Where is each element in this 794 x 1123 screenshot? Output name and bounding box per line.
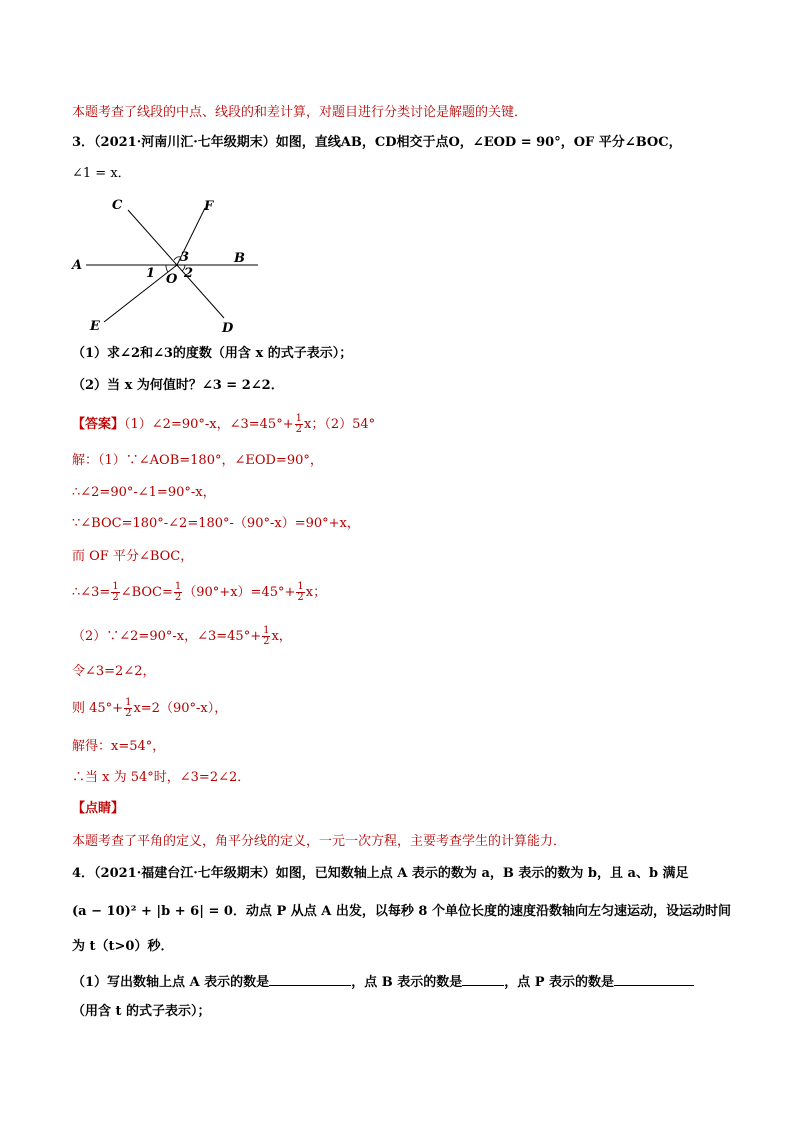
fraction-half: $\frac{1}{2}$ [295,413,302,435]
label-o: O [166,272,178,287]
solution-line-3: ∵∠BOC=180°-∠2=180°-（90°-x）=90°+x， [72,516,360,531]
question-4-time: 为 t（t>0）秒． [72,939,174,954]
line-cd [128,210,224,318]
fraction-half: $\frac{1}{2}$ [125,697,132,719]
label-b: B [234,251,245,266]
question-4-part-1: （1）写出数轴上点 A 表示的数是 ，点 B 表示的数是 ，点 P 表示的数是 [72,972,694,992]
solution-line-9: 解得：x=54°， [72,739,166,754]
fraction-half: $\frac{1}{2}$ [174,581,182,603]
comment-tag: 【点睛】 [72,801,125,816]
label-angle-3: 3 [180,250,190,265]
question-4-condition: (a − 10)² + |b + 6| = 0．动点 P 从点 A 出发，以每秒 8 个单位长度的速度沿数轴向左匀速运动，设运动时间 [72,904,731,919]
angle-arc-1 [166,265,168,272]
label-f: F [204,199,214,214]
geometry-figure [62,190,272,340]
blank-a[interactable] [269,972,351,986]
blank-p[interactable] [614,972,694,986]
blank-b[interactable] [462,972,504,986]
fraction-half: $\frac{1}{2}$ [263,625,270,647]
question-4-part-1-note: （用含 t 的式子表示）； [72,1004,211,1019]
label-angle-2: 2 [184,266,194,281]
label-d: D [222,321,234,336]
label-e: E [90,319,100,334]
label-a: A [72,258,83,273]
question-3-part-2: （2）当 x 为何值时？∠3 = 2∠2． [72,378,284,393]
fraction-half: $\frac{1}{2}$ [112,581,119,603]
answer-tag: 【答案】 [72,417,125,432]
fraction-half: $\frac{1}{2}$ [297,581,304,603]
solution-line-8: 则 45°+ $\frac{1}{2}$ x=2（90°-x）， [72,697,228,719]
question-4-stem: 4．（2021·福建台江·七年级期末）如图，已知数轴上点 A 表示的数为 a，B 表示的数为 b，且 a、b 满足 [72,866,689,881]
question-3-condition: ∠1 = x． [72,166,131,181]
comment-text: 本题考查了平角的定义，角平分线的定义，一元一次方程，主要考查学生的计算能力． [72,834,567,849]
solution-line-7: 令∠3=2∠2， [72,664,156,679]
summary-top: 本题考查了线段的中点、线段的和差计算，对题目进行分类讨论是解题的关键． [72,105,528,120]
question-3-part-1: （1）求∠2和∠3的度数（用含 x 的式子表示）； [72,346,353,361]
solution-line-1: 解：（1）∵∠AOB=180°，∠EOD=90°， [72,453,323,468]
solution-line-6: （2）∵∠2=90°-x，∠3=45°+ $\frac{1}{2}$ x， [72,625,292,647]
solution-line-10: ∴当 x 为 54°时，∠3=2∠2． [72,770,251,785]
solution-line-5: ∴∠3= $\frac{1}{2}$ ∠BOC= $\frac{1}{2}$ （90°+x）=45°+ $\frac{1}{2}$ x； [72,581,327,603]
label-angle-1: 1 [146,266,156,281]
label-c: C [112,198,123,213]
answer-text-b: x；（2）54° [303,417,376,432]
answer-line [72,414,375,435]
solution-line-2: ∴∠2=90°-∠1=90°-x， [72,485,216,500]
answer-text-a: （1）∠2=90°-x，∠3=45°+ [124,417,294,432]
solution-line-4: 而 OF 平分∠BOC， [72,549,194,564]
question-3-stem: 3．（2021·河南川汇·七年级期末）如图，直线AB，CD相交于点O，∠EOD = 90°，OF 平分∠BOC， [72,135,682,150]
